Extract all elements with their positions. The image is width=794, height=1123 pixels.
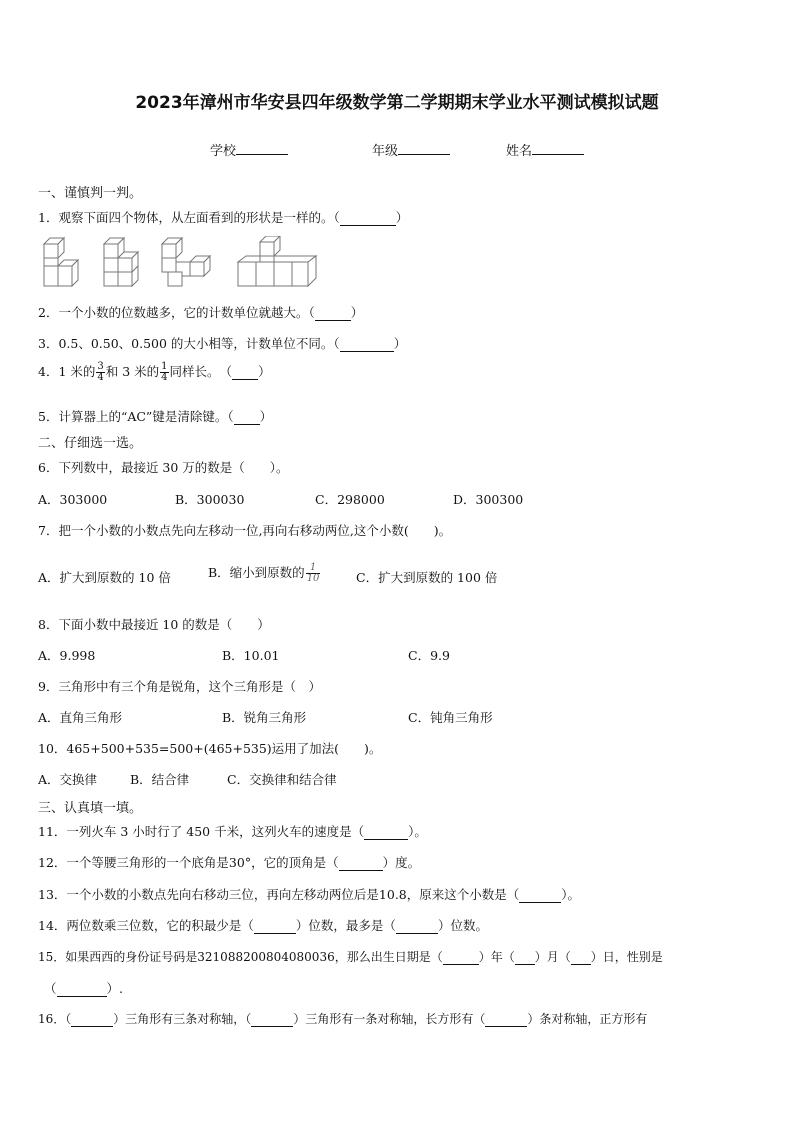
q16-text-1: （ xyxy=(65,1012,72,1026)
q4-f1-denominator: 4 xyxy=(97,372,104,383)
grade-blank[interactable] xyxy=(398,142,450,155)
q5-answer-blank[interactable] xyxy=(234,409,260,425)
page-title: 2023年漳州市华安县四年级数学第二学期期末学业水平测试模拟试题 xyxy=(135,93,659,113)
question-1 xyxy=(38,208,408,226)
q10-option-b[interactable]: B．结合律 xyxy=(130,772,190,787)
question-13 xyxy=(38,885,580,903)
school-field[interactable] xyxy=(210,140,288,159)
q1-answer-blank[interactable] xyxy=(340,210,396,226)
q4-text-3: 同样长。 （ xyxy=(169,364,233,379)
cube-figure-2 xyxy=(104,238,138,286)
question-8 xyxy=(38,615,270,633)
name-blank[interactable] xyxy=(532,142,584,155)
q13-text-2: ）。 xyxy=(561,887,581,902)
q4-number: 4． xyxy=(38,364,59,379)
q9-text: 三角形中有三个角是锐角，这个三角形是（ ） xyxy=(58,679,321,694)
q8-text: 下面小数中最接近 10 的数是（ ） xyxy=(58,617,270,632)
q15-number: 15． xyxy=(38,950,66,964)
q7-option-a[interactable]: A．扩大到原数的 10 倍 xyxy=(38,570,171,585)
q7-number: 7． xyxy=(38,523,59,538)
q12-number: 12． xyxy=(38,855,67,870)
q12-text-1: 一个等腰三角形的一个底角是30°，它的顶角是（ xyxy=(66,855,339,870)
cube-figure-1 xyxy=(44,238,78,286)
question-14 xyxy=(38,916,488,934)
q2-text: 一个小数的位数越多，它的计数单位就越大。（ xyxy=(58,305,315,320)
q4-text-1: 1 米的 xyxy=(58,364,96,379)
q16-text-3: ）三角形有一条对称轴，长方形有（ xyxy=(293,1012,486,1026)
q7-text: 把一个小数的小数点先向左移动一位,再向右移动两位,这个小数( )。 xyxy=(58,523,452,538)
q6-option-d[interactable]: D．300300 xyxy=(453,492,524,507)
q15-text-2: ）年（ xyxy=(478,950,515,964)
q9-number: 9． xyxy=(38,679,59,694)
q10-text: 465+500+535=500+(465+535)运用了加法( )。 xyxy=(66,741,382,756)
q8-option-b[interactable]: B．10.01 xyxy=(222,648,280,663)
q6-option-c[interactable]: C．298000 xyxy=(315,492,385,507)
q7-b-denominator: 10 xyxy=(306,573,320,584)
q6-option-a[interactable]: A．303000 xyxy=(38,492,108,507)
q2-answer-blank[interactable] xyxy=(315,305,351,321)
q7-option-b-text: B．缩小到原数的 xyxy=(208,565,305,580)
q15-text-1: 如果西西的身份证号码是321088200804080036，那么出生日期是（ xyxy=(65,950,443,964)
section-2-heading: 二、仔细选一选。 xyxy=(38,436,143,451)
q4-fraction-1 xyxy=(96,362,104,383)
q1-close: ） xyxy=(395,210,409,225)
q15-day-blank[interactable] xyxy=(571,950,591,965)
question-6 xyxy=(38,458,289,476)
q4-f2-denominator: 4 xyxy=(161,372,168,383)
q9-option-c[interactable]: C．钝角三角形 xyxy=(408,710,493,725)
section-3-heading: 三、认真填一填。 xyxy=(38,801,143,816)
q16-answer-blank-3[interactable] xyxy=(485,1012,527,1027)
q6-number: 6． xyxy=(38,460,59,475)
q11-number: 11． xyxy=(38,824,67,839)
q9-option-a[interactable]: A．直角三角形 xyxy=(38,710,123,725)
q1-text: 观察下面四个物体，从左面看到的形状是一样的。（ xyxy=(58,210,340,225)
q2-close: ） xyxy=(350,305,364,320)
q10-number: 10． xyxy=(38,741,67,756)
q4-close: ） xyxy=(258,364,271,379)
q8-option-a[interactable]: A．9.998 xyxy=(38,648,96,663)
school-label: 学校 xyxy=(210,144,237,159)
q9-option-b[interactable]: B．锐角三角形 xyxy=(222,710,307,725)
q7-option-b[interactable] xyxy=(208,563,321,584)
q3-close: ） xyxy=(393,336,407,351)
q3-text: 0.5、0.50、0.500 的大小相等，计数单位不同。（ xyxy=(58,336,340,351)
grade-field[interactable] xyxy=(372,140,450,159)
q14-answer-blank-2[interactable] xyxy=(396,918,438,934)
question-5 xyxy=(38,407,272,425)
q3-number: 3． xyxy=(38,336,59,351)
school-blank[interactable] xyxy=(236,142,288,155)
q14-number: 14． xyxy=(38,918,67,933)
q7-option-b-fraction xyxy=(306,563,321,584)
q15-month-blank[interactable] xyxy=(515,950,535,965)
q8-number: 8． xyxy=(38,617,59,632)
question-12 xyxy=(38,853,420,871)
q12-text-2: ）度。 xyxy=(382,855,421,870)
question-10 xyxy=(38,739,381,757)
q13-number: 13． xyxy=(38,887,67,902)
q11-answer-blank[interactable] xyxy=(364,824,408,840)
question-2 xyxy=(38,303,363,321)
q4-f1-numerator: 3 xyxy=(97,361,104,372)
q16-answer-blank-2[interactable] xyxy=(251,1012,293,1027)
q13-answer-blank[interactable] xyxy=(519,887,561,903)
question-15-line-2 xyxy=(44,979,123,997)
name-label: 姓名 xyxy=(506,144,533,159)
q2-number: 2． xyxy=(38,305,59,320)
question-7 xyxy=(38,521,451,539)
q16-text-2: ）三角形有三条对称轴，（ xyxy=(113,1012,252,1026)
q15-gender-blank[interactable] xyxy=(57,981,107,997)
q4-text-2: 和 3 米的 xyxy=(105,364,160,379)
cube-figures xyxy=(38,236,328,292)
q14-answer-blank-1[interactable] xyxy=(254,918,296,934)
question-3 xyxy=(38,334,406,352)
q1-number: 1． xyxy=(38,210,59,225)
q16-number: 16． xyxy=(38,1012,66,1026)
name-field[interactable] xyxy=(506,140,584,159)
section-1-heading: 一、谨慎判一判。 xyxy=(38,186,143,201)
q7-option-c[interactable]: C．扩大到原数的 100 倍 xyxy=(356,570,498,585)
q8-option-c[interactable]: C．9.9 xyxy=(408,648,450,663)
q15-text-4: ）日，性别是 xyxy=(590,950,663,964)
q13-text-1: 一个小数的小数点先向右移动三位，再向左移动两位后是10.8，原来这个小数是（ xyxy=(66,887,520,902)
question-11 xyxy=(38,822,427,840)
grade-label: 年级 xyxy=(372,144,399,159)
q16-text-4: ）条对称轴，正方形有 xyxy=(527,1012,648,1026)
q15-year-blank[interactable] xyxy=(443,950,479,965)
q6-option-b[interactable]: B．300030 xyxy=(175,492,245,507)
q4-fraction-2 xyxy=(160,362,168,383)
q15-line2-close: ）. xyxy=(106,981,123,996)
q16-answer-blank-1[interactable] xyxy=(71,1012,113,1027)
q11-text-2: ）。 xyxy=(408,824,427,839)
q15-line2-open: （ xyxy=(44,981,57,996)
q12-answer-blank[interactable] xyxy=(339,855,383,871)
q14-text-2: ）位数，最多是（ xyxy=(295,918,396,933)
q11-text-1: 一列火车 3 小时行了 450 千米，这列火车的速度是（ xyxy=(66,824,365,839)
q14-text-1: 两位数乘三位数，它的积最少是（ xyxy=(66,918,254,933)
q14-text-3: ）位数。 xyxy=(437,918,488,933)
question-4 xyxy=(38,362,271,383)
question-16 xyxy=(38,1010,647,1027)
q10-option-a[interactable]: A．交换律 xyxy=(38,772,98,787)
q15-text-3: ）月（ xyxy=(534,950,571,964)
cube-figure-4 xyxy=(238,236,316,286)
q5-text: 计算器上的“AC”键是清除键。（ xyxy=(58,409,234,424)
question-15 xyxy=(38,948,663,965)
q6-text: 下列数中，最接近 30 万的数是（ ）。 xyxy=(58,460,289,475)
q4-answer-blank[interactable] xyxy=(232,364,258,380)
q4-f2-numerator: 1 xyxy=(161,361,168,372)
q5-number: 5． xyxy=(38,409,59,424)
q5-close: ） xyxy=(259,409,273,424)
question-9 xyxy=(38,677,321,695)
q7-b-numerator: 1 xyxy=(306,563,321,574)
q3-answer-blank[interactable] xyxy=(340,336,394,352)
cube-figure-3 xyxy=(162,238,210,286)
q10-option-c[interactable]: C．交换律和结合律 xyxy=(227,772,337,787)
